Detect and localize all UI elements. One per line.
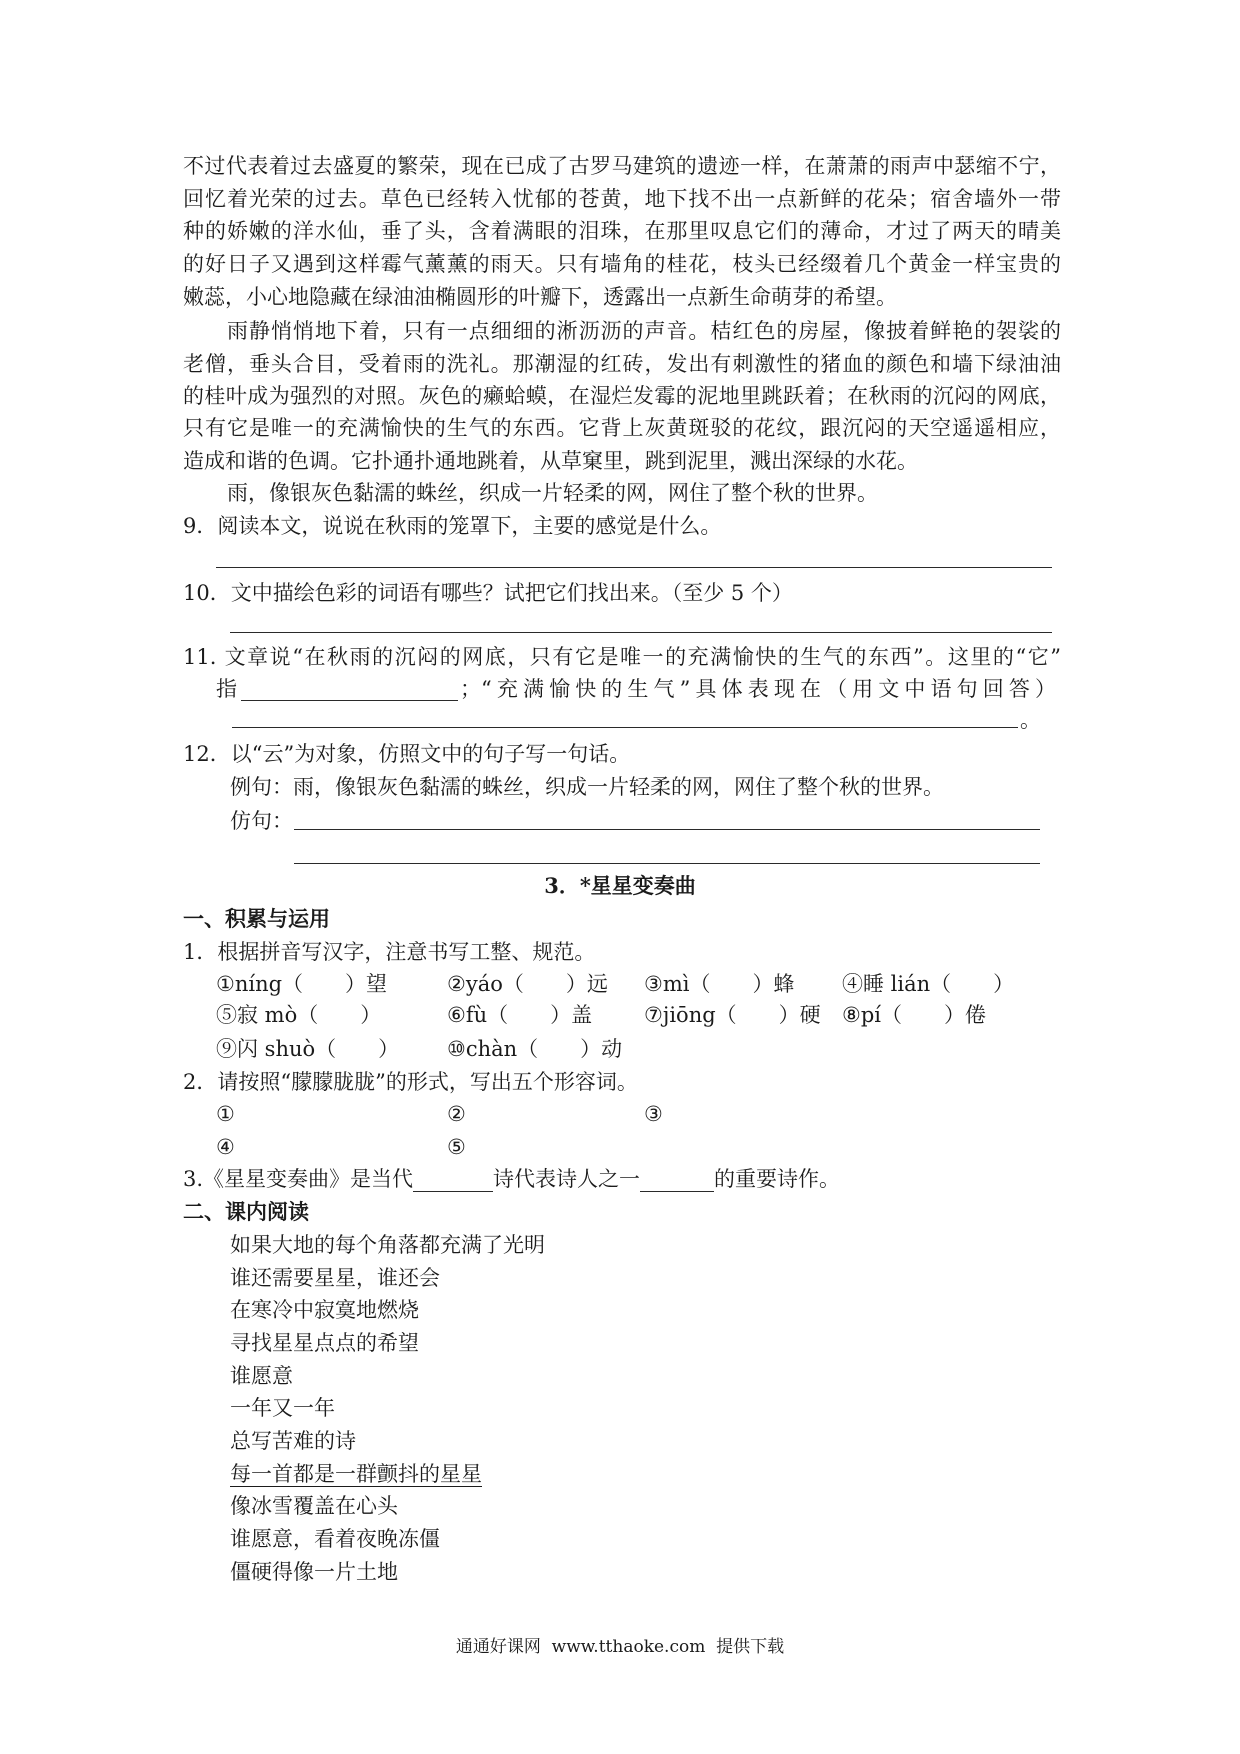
pinyin-item: ⑨闪 shuò（ ） [216, 1037, 400, 1061]
page-footer: 通通好课网 www.tthaoke.com 提供下载 [455, 1637, 785, 1657]
pinyin-item: ⑧pí（ ）倦 [842, 1003, 986, 1027]
passage-line: 回忆着光荣的过去。草色已经转入忧郁的苍黄，地下找不出一点新鲜的花朵；宿舍墙外一带 [183, 187, 1061, 211]
poem-line: 一年又一年 [230, 1396, 335, 1420]
question-1: 1．根据拼音写汉字，注意书写工整、规范。 [183, 940, 596, 964]
answer-line [232, 727, 1018, 728]
poem-line: 谁愿意，看着夜晚冻僵 [230, 1527, 440, 1551]
answer-line [216, 567, 1052, 568]
section-title: 3．*星星变奏曲 [544, 873, 696, 898]
imitate-label: 仿句： [230, 809, 293, 833]
pinyin-item: ①níng（ ）望 [216, 972, 388, 996]
pinyin-item: ⑤寂 mò（ ） [216, 1003, 382, 1027]
answer-line [294, 829, 1040, 830]
answer-slot: ① [216, 1102, 235, 1126]
passage-line: 造成和谐的色调。它扑通扑通地跳着，从草窠里，跳到泥里，溅出深绿的水花。 [183, 449, 918, 473]
passage-line: 不过代表着过去盛夏的繁荣，现在已成了古罗马建筑的遗迹一样，在萧萧的雨声中瑟缩不宁， [183, 154, 1061, 178]
sentence-end-mark: 。 [1020, 708, 1041, 732]
pinyin-item: ④睡 lián（ ） [842, 972, 1015, 996]
pinyin-item: ⑩chàn（ ）动 [447, 1037, 623, 1061]
answer-slot: ④ [216, 1135, 235, 1159]
pinyin-item: ⑦jiōng（ ）硬 [644, 1003, 821, 1027]
question-9: 9．阅读本文，说说在秋雨的笼罩下，主要的感觉是什么。 [183, 514, 722, 538]
passage-line: 老僧，垂头合目，受着雨的洗礼。那潮湿的红砖，发出有刺激性的猪血的颜色和墙下绿油油 [183, 352, 1061, 376]
part-heading: 二、课内阅读 [183, 1199, 309, 1224]
question-3-part: 诗代表诗人之一 [493, 1167, 641, 1191]
example-sentence: 例句：雨，像银灰色黏濡的蛛丝，织成一片轻柔的网，网住了整个秋的世界。 [230, 775, 944, 799]
passage-line: 雨静悄悄地下着，只有一点细细的淅沥沥的声音。桔红色的房屋，像披着鲜艳的袈裟的 [227, 319, 1061, 343]
question-10: 10．文中描绘色彩的词语有哪些？试把它们找出来。（至少 5 个） [183, 581, 793, 605]
answer-blank [640, 1169, 714, 1192]
pinyin-item: ⑥fù（ ）盖 [447, 1003, 593, 1027]
question-11-line-2 [216, 673, 1056, 705]
poem-line: 僵硬得像一片土地 [230, 1560, 398, 1584]
passage-line: 的桂叶成为强烈的对照。灰色的癞蛤蟆，在湿烂发霉的泥地里跳跃着；在秋雨的沉闷的网底， [183, 384, 1061, 408]
question-11-prefix: 指 [216, 677, 237, 701]
question-12: 12．以“云”为对象，仿照文中的句子写一句话。 [183, 742, 631, 766]
poem-line-underlined: 每一首都是一群颤抖的星星 [230, 1462, 482, 1486]
part-heading: 一、积累与运用 [183, 906, 330, 931]
passage-line: 种的娇嫩的洋水仙，垂了头，含着满眼的泪珠，在那里叹息它们的薄命，才过了两天的晴美 [183, 219, 1061, 243]
question-3-part: 的重要诗作。 [714, 1167, 841, 1191]
answer-slot: ③ [644, 1102, 663, 1126]
question-11: 11. 文章说“在秋雨的沉闷的网底，只有它是唯一的充满愉快的生气的东西”。这里的“它” [183, 645, 1061, 669]
passage-line: 只有它是唯一的充满愉快的生气的东西。它背上灰黄斑驳的花纹，跟沉闷的天空遥遥相应， [183, 416, 1061, 440]
poem-line: 谁还需要星星，谁还会 [230, 1266, 440, 1290]
pinyin-item: ②yáo（ ）远 [447, 972, 608, 996]
question-3-part: 3.《星星变奏曲》是当代 [183, 1167, 414, 1191]
poem-line: 如果大地的每个角落都充满了光明 [230, 1233, 545, 1257]
pinyin-item: ③mì（ ）蜂 [644, 972, 795, 996]
poem-line: 谁愿意 [230, 1364, 293, 1388]
poem-line: 总写苦难的诗 [230, 1429, 356, 1453]
answer-line [230, 632, 1052, 633]
answer-line [294, 863, 1040, 864]
passage-line: 雨，像银灰色黏濡的蛛丝，织成一片轻柔的网，网住了整个秋的世界。 [227, 481, 878, 505]
passage-line: 的好日子又遇到这样霉气薰薰的雨天。只有墙角的桂花，枝头已经缀着几个黄金一样宝贵的 [183, 252, 1061, 276]
answer-blank [413, 1169, 493, 1192]
answer-slot: ② [447, 1102, 466, 1126]
poem-line: 在寒冷中寂寞地燃烧 [230, 1298, 419, 1322]
poem-line: 像冰雪覆盖在心头 [230, 1494, 398, 1518]
question-3 [183, 1163, 840, 1195]
passage-line: 嫩蕊，小心地隐藏在绿油油椭圆形的叶瓣下，透露出一点新生命萌芽的希望。 [183, 285, 897, 309]
answer-blank [241, 678, 458, 701]
poem-line: 寻找星星点点的希望 [230, 1331, 419, 1355]
question-11-suffix: ；“充满愉快的生气”具体表现在（用文中语句回答） [460, 677, 1056, 701]
answer-slot: ⑤ [447, 1135, 466, 1159]
question-2: 2．请按照“朦朦胧胧”的形式，写出五个形容词。 [183, 1070, 638, 1094]
